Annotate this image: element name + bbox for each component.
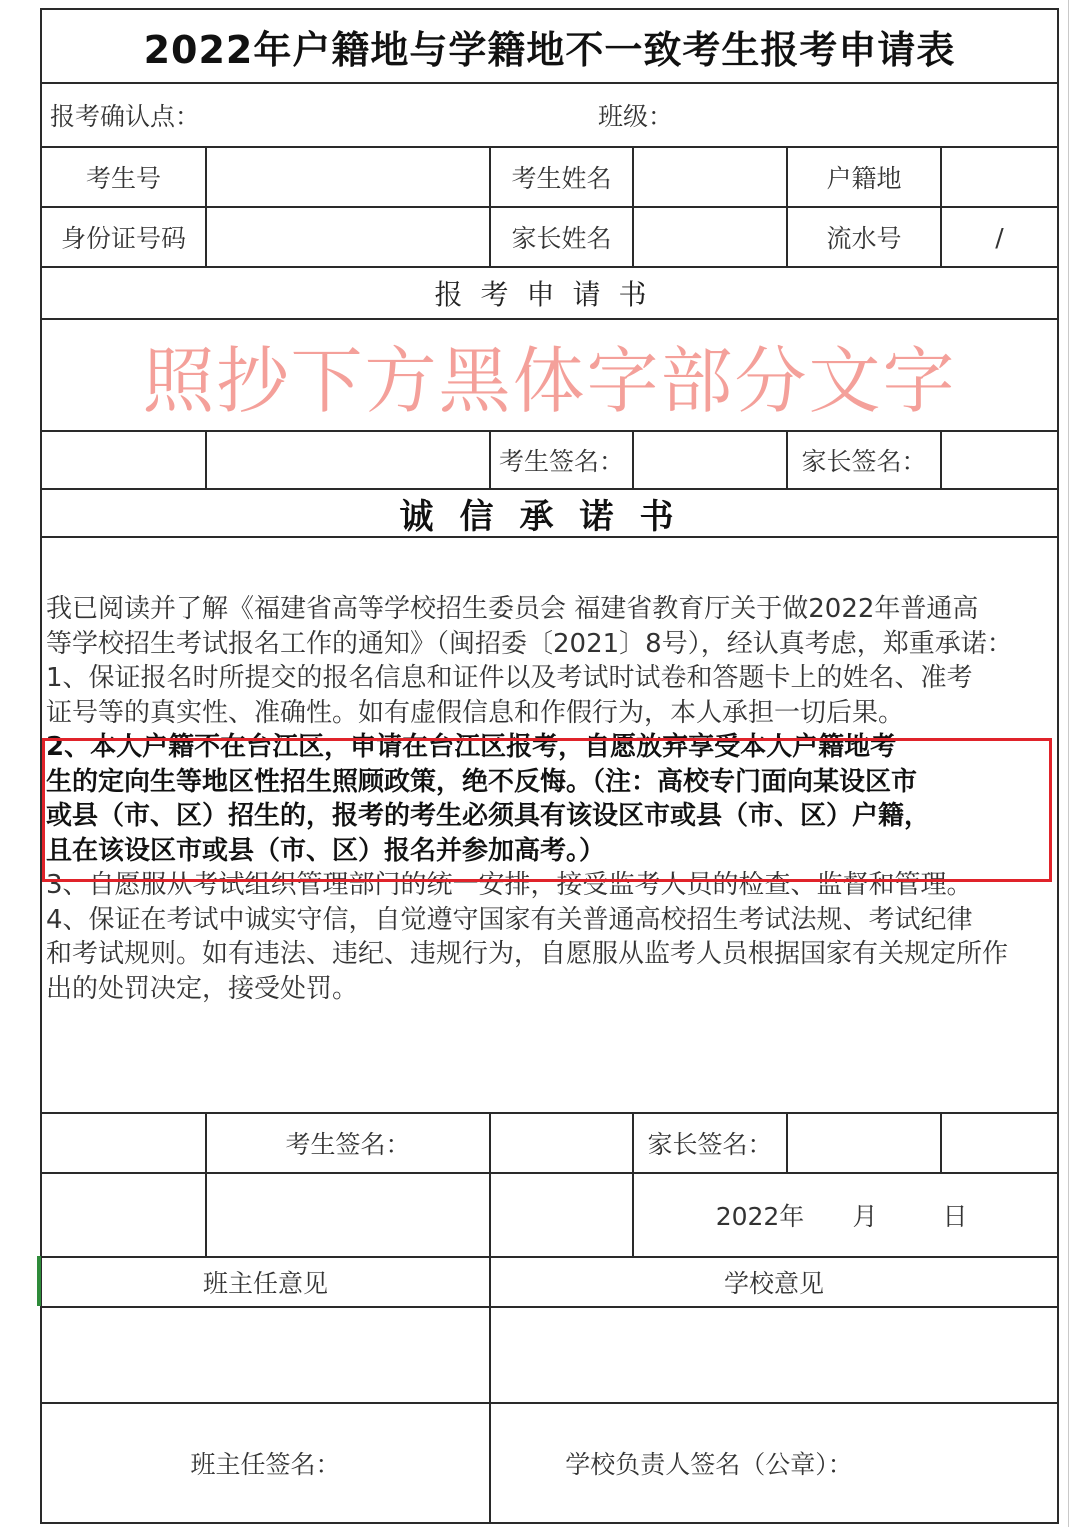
grid-line [1068,0,1069,1527]
pledge-line: 我已阅读并了解《福建省高等学校招生委员会 福建省教育厅关于做2022年普通高 [46,594,979,624]
exam-no-label: 考生号 [85,164,161,193]
student-sign-field[interactable] [634,432,786,488]
id-no-label: 身份证号码 [60,224,186,253]
pledge-student-sign-label: 考生签名： [285,1130,411,1159]
pledge-line: 和考试规则。如有违法、违纪、违规行为，自愿服从监考人员根据国家有关规定所作 [46,939,1009,969]
date-year: 2022年 [715,1202,805,1231]
pledge-line: 1、保证报名时所提交的报名信息和证件以及考试时试卷和答题卡上的姓名、准考 [46,663,973,693]
pledge-bold-line: 或县（市、区）招生的，报考的考生必须具有该设区市或县（市、区）户籍， [46,801,931,831]
rule [40,1522,1059,1524]
confirm-point-label: 报考确认点： [50,102,201,131]
pledge-student-sign-field[interactable] [491,1114,632,1172]
pledge-line: 4、保证在考试中诚实守信，自觉遵守国家有关普通高校招生考试法规、考试纪律 [46,904,973,935]
rule [205,430,207,488]
parent-sign-label: 家长签名： [801,447,927,476]
student-name-label: 考生姓名 [511,164,612,193]
page-title: 2022年户籍地与学籍地不一致考生报考申请表 [143,27,956,72]
hukou-label: 户籍地 [826,164,902,193]
copy-instruction: 照抄下方黑体字部分文字 [142,339,957,423]
border-right [1057,8,1059,1524]
rule [40,1172,1059,1174]
student-sign-label: 考生签名： [498,447,624,476]
highlight-box [42,738,1052,882]
id-no-field[interactable] [207,208,489,266]
school-opinion-label: 学校意见 [723,1269,824,1298]
parent-name-label: 家长姓名 [511,224,612,253]
exam-no-field[interactable] [207,148,489,206]
pledge-heading: 诚信承诺书 [399,496,700,537]
cell-selection-mark [37,1256,41,1306]
teacher-opinion-label: 班主任意见 [202,1269,328,1298]
class-label: 班级： [598,102,674,131]
school-sign-label: 学校负责人签名（公章）： [565,1450,853,1479]
pledge-bold-line: 生的定向生等地区性招生照顾政策，绝不反悔。（注：高校专门面向某设区市 [46,766,918,797]
pledge-bold-line: 2、本人户籍不在台江区，申请在台江区报考，自愿放弃享受本人户籍地考 [46,732,897,762]
school-opinion-field[interactable] [491,1308,1057,1402]
parent-name-field[interactable] [634,208,786,266]
teacher-opinion-field[interactable] [42,1308,489,1402]
date-day: 日 [942,1202,968,1231]
parent-sign-field[interactable] [942,432,1057,488]
date-month: 月 [852,1202,878,1231]
pledge-line: 证号等的真实性、准确性。如有虚假信息和作假行为，本人承担一切后果。 [46,697,905,728]
student-name-field[interactable] [634,148,786,206]
teacher-sign-label: 班主任签名： [190,1450,341,1479]
pledge-line: 3、自愿服从考试组织管理部门的统一安排，接受监考人员的检查、监督和管理。 [46,870,973,900]
pledge-bold-line: 且在该设区市或县（市、区）报名并参加高考。） [46,835,606,866]
pledge-parent-sign-label: 家长签名： [647,1130,773,1159]
hukou-field[interactable] [942,148,1057,206]
application-heading: 报考申请书 [434,278,665,311]
serial-no-label: 流水号 [826,224,902,253]
pledge-parent-sign-field[interactable] [788,1114,1057,1172]
pledge-line: 等学校招生考试报名工作的通知》（闽招委〔2021〕8号），经认真考虑，郑重承诺： [46,628,1013,659]
serial-no-value: / [995,222,1004,252]
pledge-line: 出的处罚决定，接受处罚。 [46,973,359,1004]
